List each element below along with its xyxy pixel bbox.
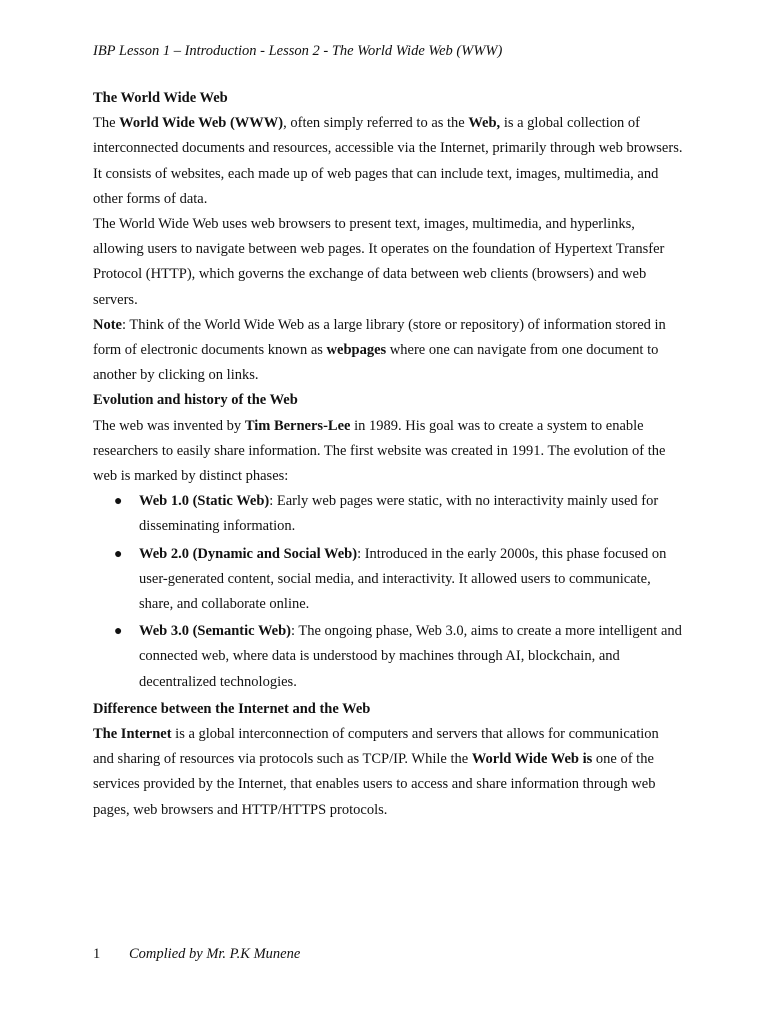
text-run: The web was invented by [93, 417, 245, 434]
bullet-text: : Introduced in the early 2000s, this phase focused on user-generated content, social media, and interactivity. It allowed users to communicate, share, and collaborate online. [139, 545, 667, 613]
web-phases-list [93, 489, 683, 695]
text-run: is a global collection of interconnected documents and resources, accessible via the Internet, primarily through web browsers. It consists of websites, each made up of web pages that can include text, images, multimedia, and other forms of data. [93, 115, 683, 207]
section-heading-internet-vs-web: Difference between the Internet and the Web [93, 700, 371, 717]
text-run: one of the services provided by the Internet, that enables users to access and share information through web pages, web browsers and HTTP/HTTPS protocols. [93, 751, 656, 818]
bullet-title: Web 3.0 (Semantic Web) [139, 623, 291, 640]
bold-term-webpages: webpages [326, 342, 387, 359]
bold-term-internet: The Internet [93, 726, 172, 743]
running-header: IBP Lesson 1 – Introduction - Lesson 2 - The World Wide Web (WWW) [93, 43, 503, 59]
list-item-web3 [93, 619, 683, 695]
text-run: where one can navigate from one document to another by clicking on links. [93, 342, 659, 384]
text-run: is a global interconnection of computers and servers that allows for communication and sharing of resources via protocols such as TCP/IP. While the [93, 726, 659, 768]
bold-term-web: Web, [468, 115, 501, 132]
bullet-title: Web 1.0 (Static Web) [139, 493, 270, 510]
bold-term-www: World Wide Web (WWW) [119, 115, 284, 132]
bullet-text: : The ongoing phase, Web 3.0, aims to create a more intelligent and connected web, where data is understood by machines through AI, blockchain, and decentralized technologies. [139, 623, 682, 690]
text-run: : Think of the World Wide Web as a large library (store or repository) of information stored in form of electronic documents known as [93, 316, 666, 359]
paragraph-www-definition [93, 111, 683, 212]
text-run: , often simply referred to as the [283, 115, 469, 132]
bullet-text: : Early web pages were static, with no interactivity mainly used for disseminating information. [139, 493, 659, 535]
note-label: Note [93, 316, 122, 333]
bullet-icon: ● [114, 624, 123, 640]
section-heading-world-wide-web: The World Wide Web [93, 90, 228, 106]
paragraph-note [93, 313, 683, 389]
bullet-icon: ● [114, 546, 123, 562]
text-run: in 1989. His goal was to create a system to enable researchers to easily share information. The first website was created in 1991. The evolution of the web is marked by distinct phases: [93, 417, 666, 485]
bullet-icon: ● [114, 494, 123, 510]
section-heading-evolution: Evolution and history of the Web [93, 392, 298, 409]
page-number: 1 [93, 946, 101, 962]
document-body [93, 86, 683, 823]
paragraph-internet-vs-web [93, 722, 683, 823]
paragraph-evolution-intro [93, 414, 683, 490]
text-run: The [93, 115, 120, 132]
page-footer [93, 944, 300, 964]
list-item-web1 [93, 489, 683, 539]
author-credit: Complied by Mr. P.K Munene [129, 946, 301, 962]
paragraph-www-browsers: The World Wide Web uses web browsers to present text, images, multimedia, and hyperlinks, allowing users to navigate between web pages. It operates on the foundation of Hypertext Transfer Protocol (HTTP), which governs the exchange of data between web clients (browsers) and web servers. [93, 216, 665, 308]
bold-term-berners-lee: Tim Berners-Lee [244, 417, 351, 434]
bullet-title: Web 2.0 (Dynamic and Social Web) [139, 545, 358, 562]
list-item-web2 [93, 542, 683, 618]
bold-term-www-is: World Wide Web is [471, 751, 593, 768]
